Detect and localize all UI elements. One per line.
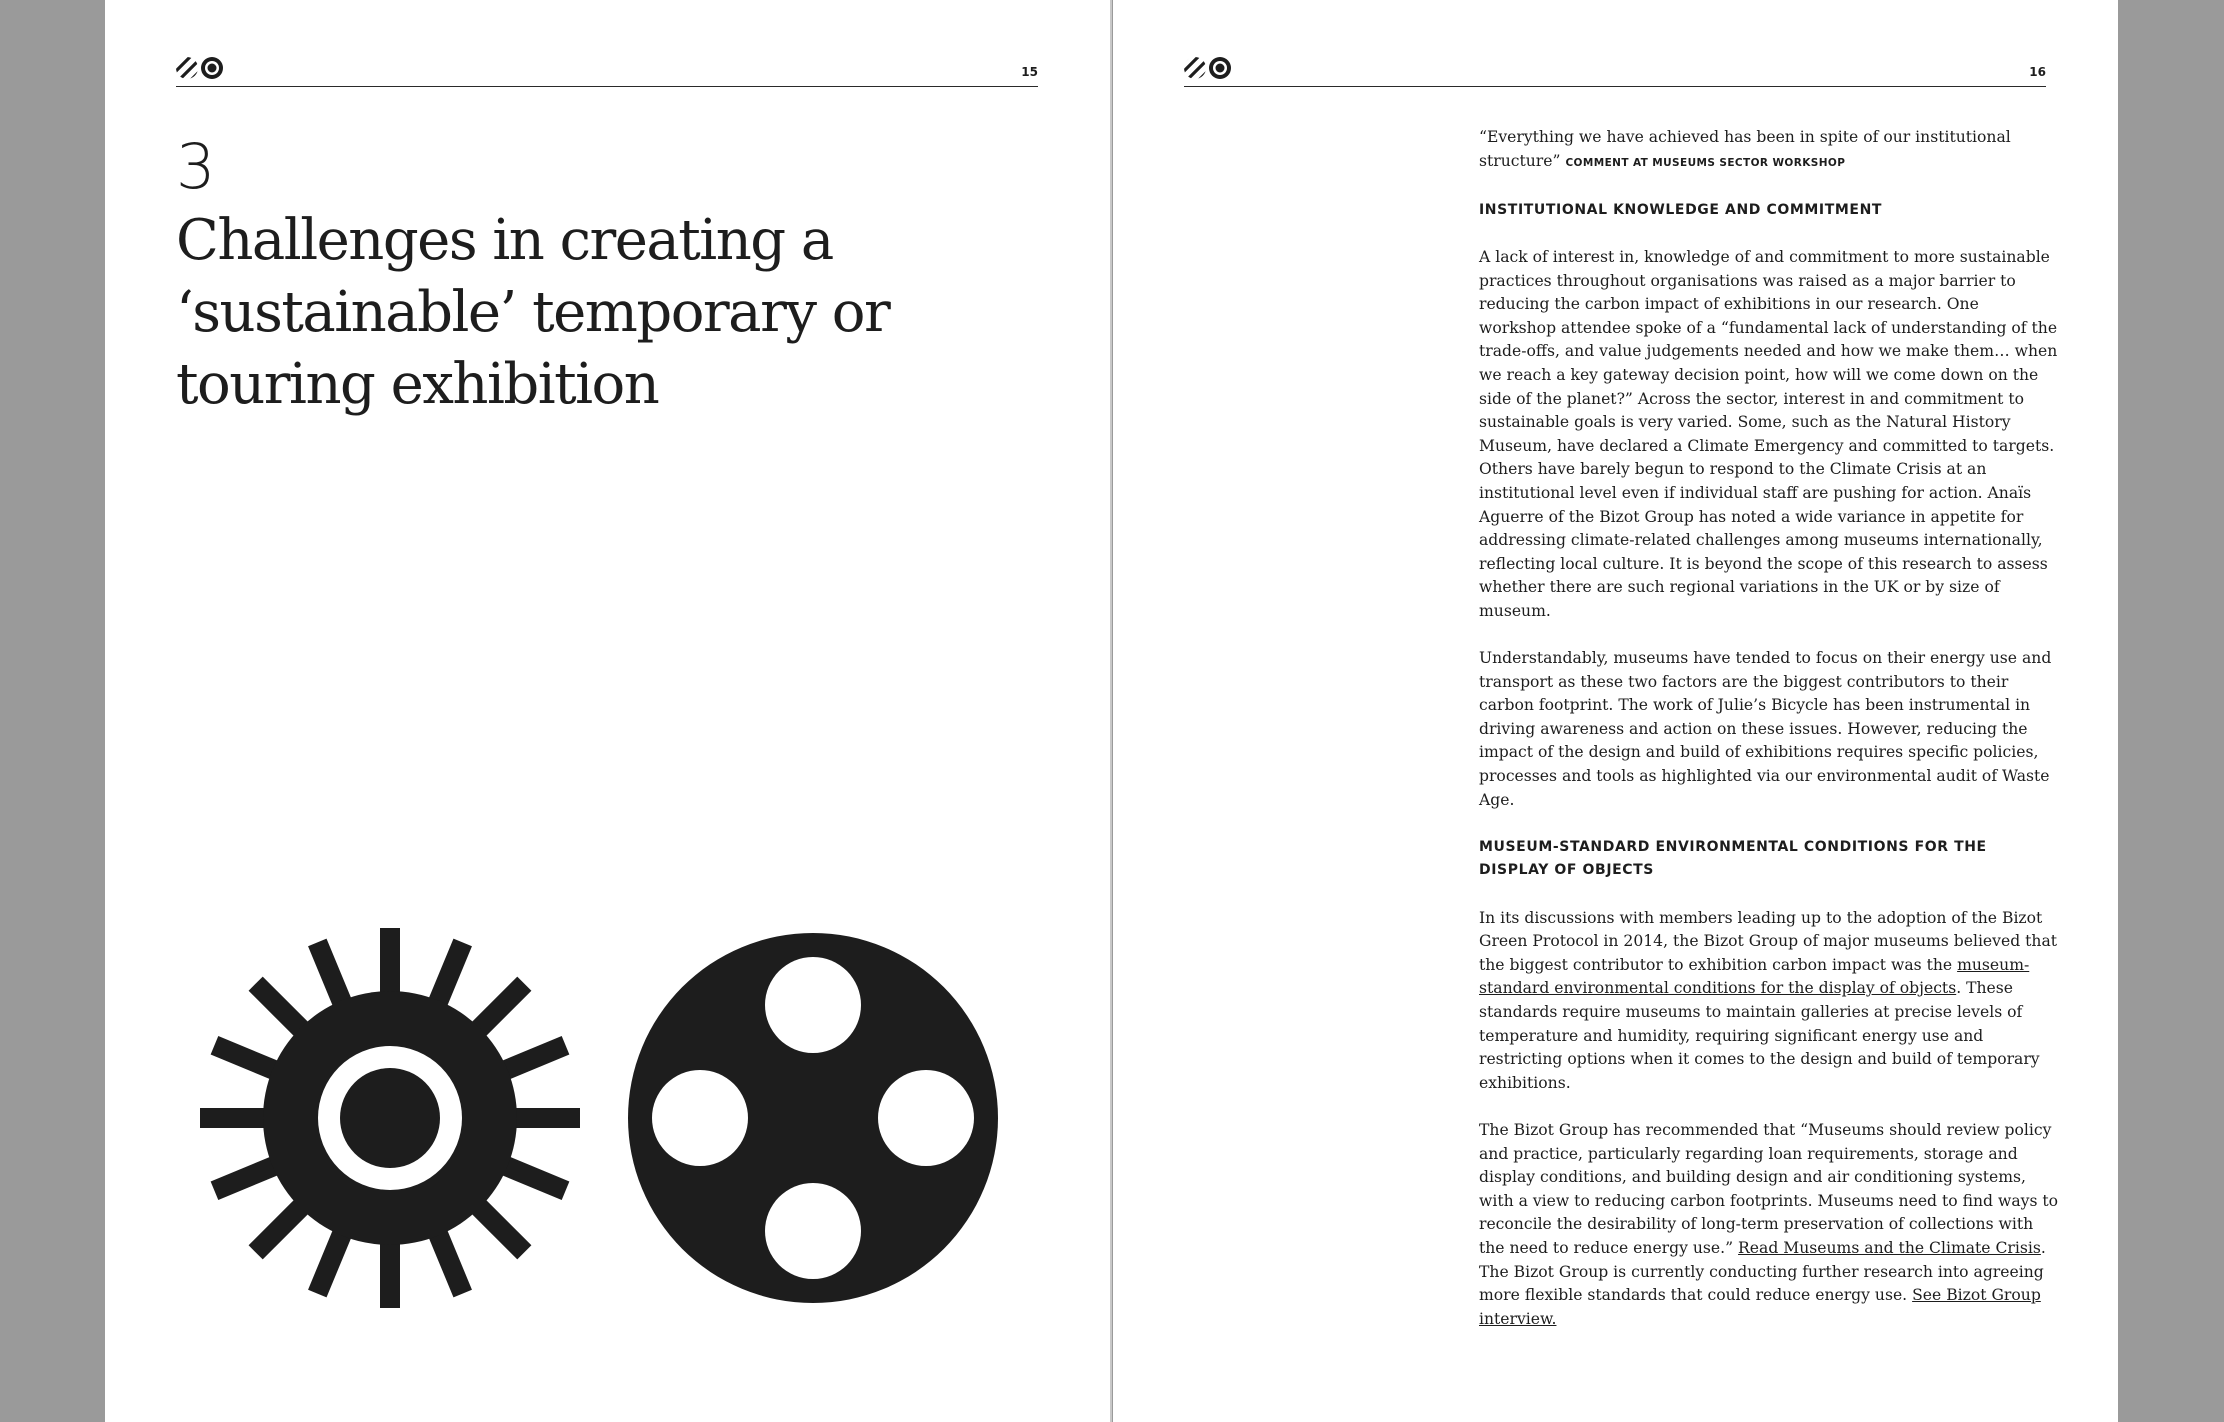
section-heading-conditions: MUSEUM-STANDARD ENVIRONMENTAL CONDITIONS FOR THE DISPLAY OF OBJECTS xyxy=(1479,838,1987,879)
quote-text: “Everything we have achieved has been in spite of our institutional structure” xyxy=(1479,128,2011,170)
paragraph-3 xyxy=(1479,907,2059,1096)
report-logo-icon xyxy=(176,55,226,81)
sun-icon xyxy=(200,928,580,1308)
link-museums-climate-crisis[interactable]: Read Museums and the Climate Crisis xyxy=(1738,1238,2041,1257)
link-environmental-conditions[interactable]: museum-standard environmental conditions for the display of objects xyxy=(1479,955,2030,998)
page-16 xyxy=(1113,0,2118,1422)
report-logo-icon xyxy=(1184,55,1234,81)
link-bizot-interview[interactable]: See Bizot Group interview. xyxy=(1479,1286,2041,1328)
page-number: 15 xyxy=(1021,65,1038,79)
chapter-illustration xyxy=(200,925,1020,1315)
chapter-number: 3 xyxy=(176,130,216,203)
paragraph-4-text-mid: . The Bizot Group is currently conducting further research into agreeing more flexible standards that could reduce energy use. xyxy=(1479,1238,2046,1305)
paragraph-3-text-end: . These standards require museums to maintain galleries at precise levels of temperature and humidity, requiring significant energy use and restricting options when it comes to the design and build of temporary exhibitions. xyxy=(1479,979,2040,1092)
paragraph-3-text: In its discussions with members leading up to the adoption of the Bizot Green Protocol in 2014, the Bizot Group of major museums believed that the biggest contributor to exhibition carbon impact was the xyxy=(1479,908,2058,974)
reel-icon xyxy=(628,933,998,1303)
pull-quote xyxy=(1479,126,2059,175)
quote-attribution: COMMENT AT MUSEUMS SECTOR WORKSHOP xyxy=(1565,156,1846,169)
paragraph-4-text: The Bizot Group has recommended that “Museums should review policy and practice, particularly regarding loan requirements, storage and display conditions, and building design and air conditioning systems, with a view to reducing carbon footprints. Museums need to find ways to reconcile the desirability of long-term preservation of collections with the need to reduce energy use.” xyxy=(1479,1120,2059,1257)
chapter-title: Challenges in creating a ‘sustainable’ temporary or touring exhibition xyxy=(176,208,890,417)
paragraph-1: A lack of interest in, knowledge of and commitment to more sustainable practices throughout organisations was raised as a major barrier to reducing the carbon impact of exhibitions in our research. One workshop attendee spoke of a “fundamental lack of understanding of the trade-offs, and value judgements needed and how we make them… when we reach a key gateway decision point, how will we come down on the side of the planet?” Across the sector, interest in and commitment to sustainable goals is very varied. Some, such as the Natural History Museum, have declared a Climate Emergency and committed to targets. Others have barely begun to respond to the Climate Crisis at an institutional level even if individual staff are pushing for action. Anaïs Aguerre of the Bizot Group has noted a wide variance in appetite for addressing climate-related challenges among museums internationally, reflecting local culture. It is beyond the scope of this research to assess whether there are such regional variations in the UK or by size of museum. xyxy=(1479,247,2058,620)
paragraph-2: Understandably, museums have tended to focus on their energy use and transport as these two factors are the biggest contributors to their carbon footprint. The work of Julie’s Bicycle has been instrumental in driving awareness and action on these issues. However, reducing the impact of the design and build of exhibitions requires specific policies, processes and tools as highlighted via our environmental audit of Waste Age. xyxy=(1479,649,2052,809)
page-15 xyxy=(105,0,1112,1422)
body-text xyxy=(1479,126,2059,1355)
section-heading-institutional: INSTITUTIONAL KNOWLEDGE AND COMMITMENT xyxy=(1479,201,1883,218)
paragraph-4 xyxy=(1479,1119,2059,1331)
page-header xyxy=(176,53,1038,87)
page-header xyxy=(1184,53,2046,87)
page-number: 16 xyxy=(2029,65,2046,79)
